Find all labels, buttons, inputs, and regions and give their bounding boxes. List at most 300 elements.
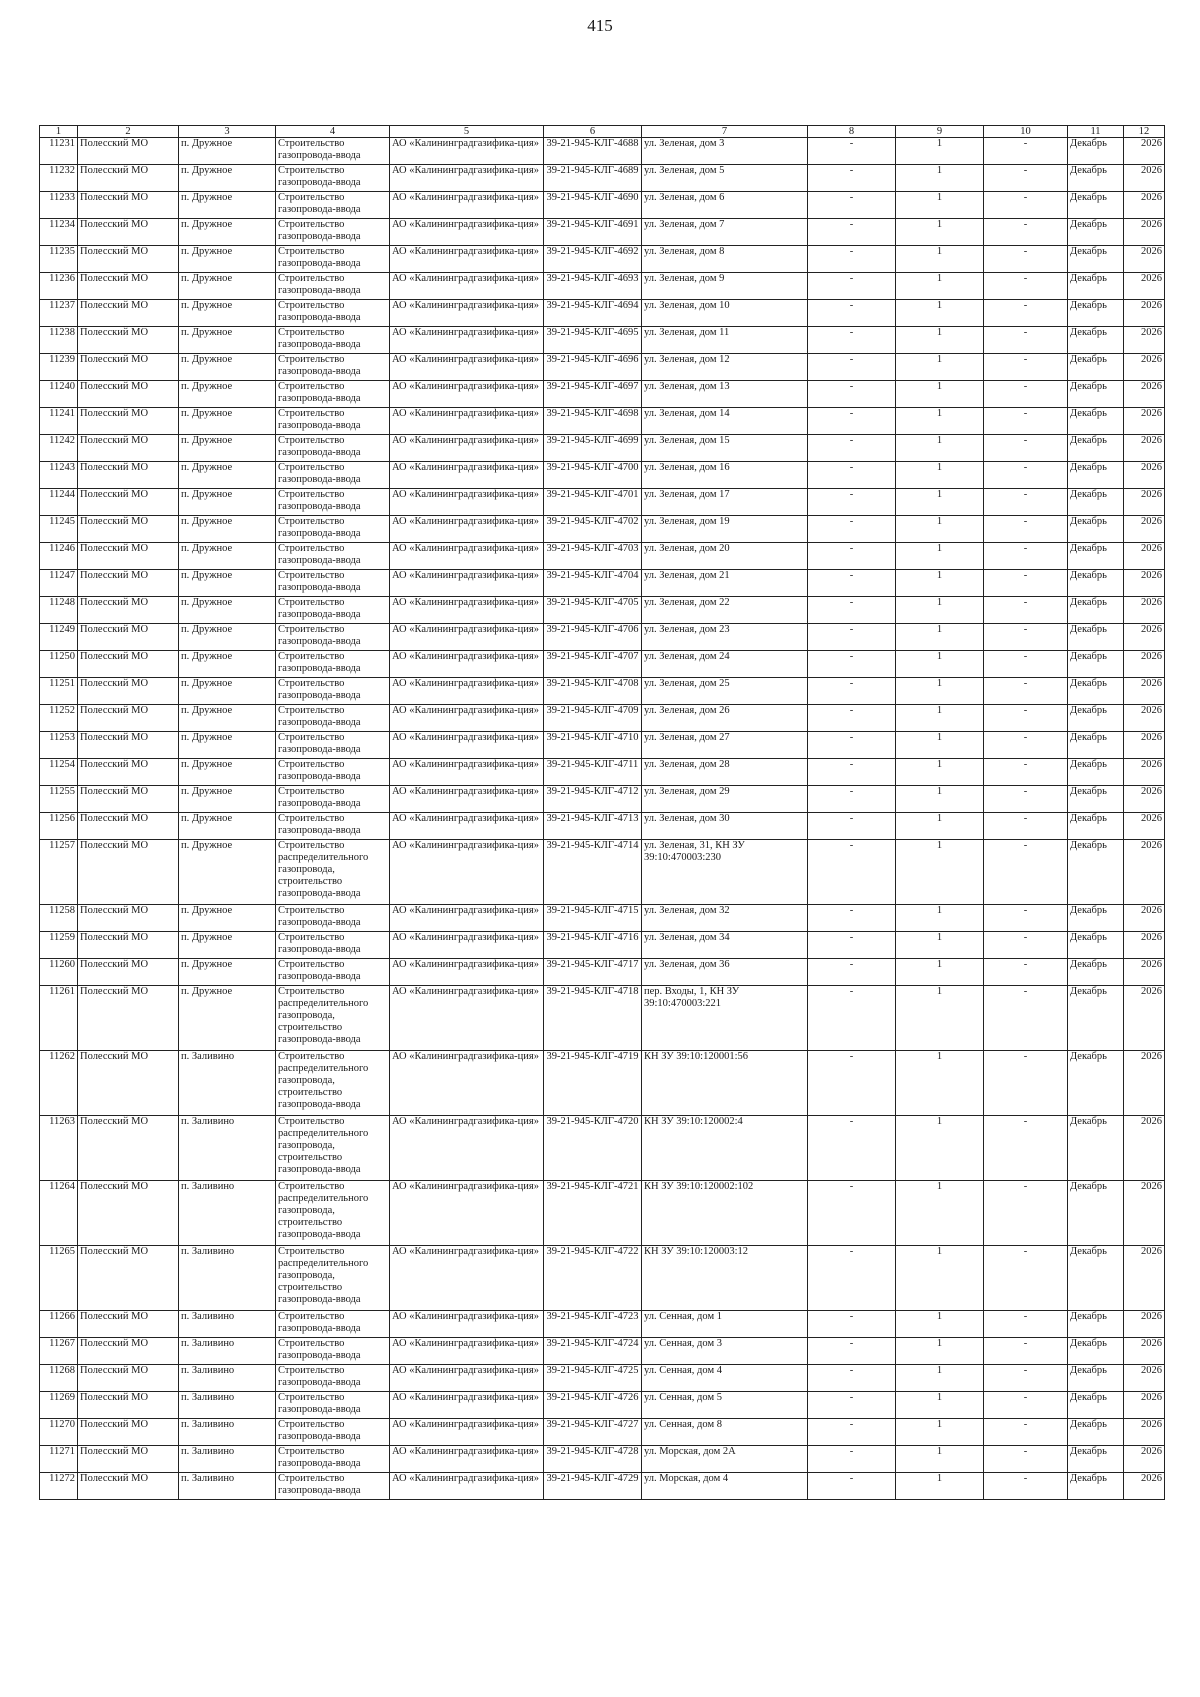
row-number-cell: 11265: [40, 1246, 78, 1311]
settlement-cell: п. Заливино: [179, 1338, 276, 1365]
municipality-cell: Полесский МО: [78, 732, 179, 759]
col10-cell: -: [984, 1181, 1068, 1246]
code-cell: 39-21-945-КЛГ-4691: [544, 219, 642, 246]
col8-cell: -: [808, 435, 896, 462]
row-number-cell: 11245: [40, 516, 78, 543]
municipality-cell: Полесский МО: [78, 905, 179, 932]
col10-cell: -: [984, 1446, 1068, 1473]
work-type-cell: Строительство газопровода-ввода: [276, 732, 390, 759]
col9-cell: 1: [896, 786, 984, 813]
work-type-cell: Строительство распределительного газопровода, строительство газопровода-ввода: [276, 986, 390, 1051]
work-type-cell: Строительство распределительного газопровода, строительство газопровода-ввода: [276, 1246, 390, 1311]
address-cell: ул. Зеленая, дом 11: [642, 327, 808, 354]
work-type-cell: Строительство газопровода-ввода: [276, 597, 390, 624]
col9-cell: 1: [896, 489, 984, 516]
settlement-cell: п. Дружное: [179, 246, 276, 273]
col10-cell: -: [984, 165, 1068, 192]
col9-cell: 1: [896, 246, 984, 273]
code-cell: 39-21-945-КЛГ-4706: [544, 624, 642, 651]
address-cell: ул. Зеленая, дом 5: [642, 165, 808, 192]
year-cell: 2026: [1124, 354, 1165, 381]
table-row: [40, 986, 1165, 1051]
work-type-cell: Строительство газопровода-ввода: [276, 759, 390, 786]
month-cell: Декабрь: [1068, 1311, 1124, 1338]
municipality-cell: Полесский МО: [78, 759, 179, 786]
organization-cell: АО «Калининградгазифика-ция»: [390, 165, 544, 192]
table-row: [40, 1446, 1165, 1473]
month-cell: Декабрь: [1068, 300, 1124, 327]
address-cell: КН ЗУ 39:10:120001:56: [642, 1051, 808, 1116]
year-cell: 2026: [1124, 1051, 1165, 1116]
municipality-cell: Полесский МО: [78, 1311, 179, 1338]
address-cell: КН ЗУ 39:10:120002:4: [642, 1116, 808, 1181]
settlement-cell: п. Дружное: [179, 905, 276, 932]
code-cell: 39-21-945-КЛГ-4693: [544, 273, 642, 300]
month-cell: Декабрь: [1068, 813, 1124, 840]
year-cell: 2026: [1124, 1473, 1165, 1500]
table-row: [40, 1311, 1165, 1338]
col8-cell: -: [808, 192, 896, 219]
year-cell: 2026: [1124, 327, 1165, 354]
col9-cell: 1: [896, 905, 984, 932]
code-cell: 39-21-945-КЛГ-4704: [544, 570, 642, 597]
col8-cell: -: [808, 273, 896, 300]
code-cell: 39-21-945-КЛГ-4728: [544, 1446, 642, 1473]
organization-cell: АО «Калининградгазифика-ция»: [390, 1392, 544, 1419]
table-row: [40, 705, 1165, 732]
year-cell: 2026: [1124, 1392, 1165, 1419]
settlement-cell: п. Дружное: [179, 543, 276, 570]
table-row: [40, 678, 1165, 705]
address-cell: КН ЗУ 39:10:120003:12: [642, 1246, 808, 1311]
municipality-cell: Полесский МО: [78, 138, 179, 165]
work-type-cell: Строительство газопровода-ввода: [276, 300, 390, 327]
table-row: [40, 543, 1165, 570]
month-cell: Декабрь: [1068, 1365, 1124, 1392]
address-cell: ул. Зеленая, дом 29: [642, 786, 808, 813]
col8-cell: -: [808, 732, 896, 759]
row-number-cell: 11263: [40, 1116, 78, 1181]
municipality-cell: Полесский МО: [78, 408, 179, 435]
col10-cell: -: [984, 905, 1068, 932]
work-type-cell: Строительство газопровода-ввода: [276, 1311, 390, 1338]
year-cell: 2026: [1124, 543, 1165, 570]
col8-cell: -: [808, 624, 896, 651]
col10-cell: -: [984, 1311, 1068, 1338]
month-cell: Декабрь: [1068, 705, 1124, 732]
month-cell: Декабрь: [1068, 1338, 1124, 1365]
col9-cell: 1: [896, 732, 984, 759]
address-cell: ул. Зеленая, дом 16: [642, 462, 808, 489]
table-row: [40, 813, 1165, 840]
address-cell: ул. Зеленая, дом 17: [642, 489, 808, 516]
municipality-cell: Полесский МО: [78, 165, 179, 192]
year-cell: 2026: [1124, 905, 1165, 932]
col8-cell: -: [808, 905, 896, 932]
col8-cell: -: [808, 1338, 896, 1365]
row-number-cell: 11256: [40, 813, 78, 840]
col8-cell: -: [808, 1181, 896, 1246]
col8-cell: -: [808, 1116, 896, 1181]
municipality-cell: Полесский МО: [78, 435, 179, 462]
col8-cell: -: [808, 408, 896, 435]
col8-cell: -: [808, 597, 896, 624]
work-type-cell: Строительство газопровода-ввода: [276, 1419, 390, 1446]
table-row: [40, 651, 1165, 678]
address-cell: ул. Зеленая, дом 15: [642, 435, 808, 462]
organization-cell: АО «Калининградгазифика-ция»: [390, 840, 544, 905]
settlement-cell: п. Дружное: [179, 813, 276, 840]
row-number-cell: 11243: [40, 462, 78, 489]
code-cell: 39-21-945-КЛГ-4701: [544, 489, 642, 516]
col10-cell: -: [984, 1365, 1068, 1392]
month-cell: Декабрь: [1068, 651, 1124, 678]
col10-cell: -: [984, 381, 1068, 408]
table-row: [40, 1365, 1165, 1392]
col9-cell: 1: [896, 435, 984, 462]
table-row: [40, 192, 1165, 219]
table-row: [40, 327, 1165, 354]
year-cell: 2026: [1124, 786, 1165, 813]
organization-cell: АО «Калининградгазифика-ция»: [390, 678, 544, 705]
col9-cell: 1: [896, 1419, 984, 1446]
municipality-cell: Полесский МО: [78, 786, 179, 813]
col10-cell: -: [984, 1419, 1068, 1446]
table-row: [40, 1246, 1165, 1311]
col9-cell: 1: [896, 354, 984, 381]
municipality-cell: Полесский МО: [78, 1181, 179, 1246]
col9-cell: 1: [896, 219, 984, 246]
row-number-cell: 11259: [40, 932, 78, 959]
year-cell: 2026: [1124, 732, 1165, 759]
col10-cell: -: [984, 705, 1068, 732]
code-cell: 39-21-945-КЛГ-4700: [544, 462, 642, 489]
month-cell: Декабрь: [1068, 959, 1124, 986]
month-cell: Декабрь: [1068, 732, 1124, 759]
row-number-cell: 11240: [40, 381, 78, 408]
month-cell: Декабрь: [1068, 1419, 1124, 1446]
work-type-cell: Строительство газопровода-ввода: [276, 327, 390, 354]
address-cell: пер. Входы, 1, КН ЗУ 39:10:470003:221: [642, 986, 808, 1051]
organization-cell: АО «Калининградгазифика-ция»: [390, 462, 544, 489]
code-cell: 39-21-945-КЛГ-4696: [544, 354, 642, 381]
year-cell: 2026: [1124, 932, 1165, 959]
organization-cell: АО «Калининградгазифика-ция»: [390, 1311, 544, 1338]
col9-cell: 1: [896, 840, 984, 905]
code-cell: 39-21-945-КЛГ-4708: [544, 678, 642, 705]
address-cell: ул. Зеленая, дом 24: [642, 651, 808, 678]
col8-cell: -: [808, 570, 896, 597]
settlement-cell: п. Дружное: [179, 381, 276, 408]
year-cell: 2026: [1124, 273, 1165, 300]
column-header: 8: [808, 126, 896, 138]
col8-cell: -: [808, 1246, 896, 1311]
table-row: [40, 300, 1165, 327]
code-cell: 39-21-945-КЛГ-4718: [544, 986, 642, 1051]
col9-cell: 1: [896, 1311, 984, 1338]
row-number-cell: 11248: [40, 597, 78, 624]
month-cell: Декабрь: [1068, 1446, 1124, 1473]
month-cell: Декабрь: [1068, 1473, 1124, 1500]
col9-cell: 1: [896, 570, 984, 597]
col9-cell: 1: [896, 381, 984, 408]
settlement-cell: п. Дружное: [179, 435, 276, 462]
col9-cell: 1: [896, 932, 984, 959]
code-cell: 39-21-945-КЛГ-4709: [544, 705, 642, 732]
col9-cell: 1: [896, 462, 984, 489]
month-cell: Декабрь: [1068, 462, 1124, 489]
address-cell: ул. Зеленая, дом 34: [642, 932, 808, 959]
work-type-cell: Строительство газопровода-ввода: [276, 1446, 390, 1473]
code-cell: 39-21-945-КЛГ-4692: [544, 246, 642, 273]
code-cell: 39-21-945-КЛГ-4725: [544, 1365, 642, 1392]
address-cell: ул. Зеленая, дом 12: [642, 354, 808, 381]
year-cell: 2026: [1124, 705, 1165, 732]
row-number-cell: 11272: [40, 1473, 78, 1500]
table-row: [40, 516, 1165, 543]
code-cell: 39-21-945-КЛГ-4688: [544, 138, 642, 165]
col10-cell: -: [984, 959, 1068, 986]
address-cell: ул. Зеленая, 31, КН ЗУ 39:10:470003:230: [642, 840, 808, 905]
settlement-cell: п. Дружное: [179, 273, 276, 300]
table-row: [40, 219, 1165, 246]
col9-cell: 1: [896, 300, 984, 327]
month-cell: Декабрь: [1068, 786, 1124, 813]
organization-cell: АО «Калининградгазифика-ция»: [390, 354, 544, 381]
col9-cell: 1: [896, 759, 984, 786]
address-cell: ул. Зеленая, дом 3: [642, 138, 808, 165]
column-header: 3: [179, 126, 276, 138]
organization-cell: АО «Калининградгазифика-ция»: [390, 246, 544, 273]
year-cell: 2026: [1124, 624, 1165, 651]
municipality-cell: Полесский МО: [78, 624, 179, 651]
col9-cell: 1: [896, 705, 984, 732]
row-number-cell: 11234: [40, 219, 78, 246]
municipality-cell: Полесский МО: [78, 1419, 179, 1446]
col8-cell: -: [808, 932, 896, 959]
work-type-cell: Строительство газопровода-ввода: [276, 959, 390, 986]
organization-cell: АО «Калининградгазифика-ция»: [390, 543, 544, 570]
row-number-cell: 11238: [40, 327, 78, 354]
table-row: [40, 570, 1165, 597]
col9-cell: 1: [896, 651, 984, 678]
col10-cell: -: [984, 1116, 1068, 1181]
col9-cell: 1: [896, 597, 984, 624]
work-type-cell: Строительство газопровода-ввода: [276, 408, 390, 435]
organization-cell: АО «Калининградгазифика-ция»: [390, 759, 544, 786]
municipality-cell: Полесский МО: [78, 986, 179, 1051]
work-type-cell: Строительство газопровода-ввода: [276, 624, 390, 651]
municipality-cell: Полесский МО: [78, 1473, 179, 1500]
month-cell: Декабрь: [1068, 435, 1124, 462]
year-cell: 2026: [1124, 381, 1165, 408]
col10-cell: -: [984, 462, 1068, 489]
address-cell: ул. Зеленая, дом 22: [642, 597, 808, 624]
organization-cell: АО «Калининградгазифика-ция»: [390, 1246, 544, 1311]
organization-cell: АО «Калининградгазифика-ция»: [390, 435, 544, 462]
settlement-cell: п. Дружное: [179, 408, 276, 435]
municipality-cell: Полесский МО: [78, 597, 179, 624]
col10-cell: -: [984, 678, 1068, 705]
work-type-cell: Строительство газопровода-ввода: [276, 543, 390, 570]
table-row: [40, 932, 1165, 959]
month-cell: Декабрь: [1068, 165, 1124, 192]
col10-cell: -: [984, 786, 1068, 813]
organization-cell: АО «Калининградгазифика-ция»: [390, 813, 544, 840]
year-cell: 2026: [1124, 570, 1165, 597]
settlement-cell: п. Заливино: [179, 1419, 276, 1446]
col10-cell: -: [984, 570, 1068, 597]
settlement-cell: п. Дружное: [179, 651, 276, 678]
year-cell: 2026: [1124, 1446, 1165, 1473]
col10-cell: -: [984, 932, 1068, 959]
month-cell: Декабрь: [1068, 381, 1124, 408]
row-number-cell: 11241: [40, 408, 78, 435]
col9-cell: 1: [896, 1181, 984, 1246]
row-number-cell: 11239: [40, 354, 78, 381]
year-cell: 2026: [1124, 597, 1165, 624]
address-cell: ул. Зеленая, дом 32: [642, 905, 808, 932]
row-number-cell: 11262: [40, 1051, 78, 1116]
address-cell: ул. Морская, дом 2А: [642, 1446, 808, 1473]
col8-cell: -: [808, 138, 896, 165]
settlement-cell: п. Заливино: [179, 1051, 276, 1116]
organization-cell: АО «Калининградгазифика-ция»: [390, 516, 544, 543]
col10-cell: -: [984, 732, 1068, 759]
code-cell: 39-21-945-КЛГ-4699: [544, 435, 642, 462]
col9-cell: 1: [896, 273, 984, 300]
col10-cell: -: [984, 1473, 1068, 1500]
row-number-cell: 11271: [40, 1446, 78, 1473]
column-header: 2: [78, 126, 179, 138]
work-type-cell: Строительство газопровода-ввода: [276, 219, 390, 246]
organization-cell: АО «Калининградгазифика-ция»: [390, 138, 544, 165]
settlement-cell: п. Дружное: [179, 705, 276, 732]
code-cell: 39-21-945-КЛГ-4711: [544, 759, 642, 786]
col8-cell: -: [808, 1446, 896, 1473]
settlement-cell: п. Дружное: [179, 624, 276, 651]
work-type-cell: Строительство распределительного газопровода, строительство газопровода-ввода: [276, 840, 390, 905]
year-cell: 2026: [1124, 435, 1165, 462]
month-cell: Декабрь: [1068, 597, 1124, 624]
month-cell: Декабрь: [1068, 570, 1124, 597]
address-cell: ул. Зеленая, дом 9: [642, 273, 808, 300]
col8-cell: -: [808, 165, 896, 192]
settlement-cell: п. Дружное: [179, 327, 276, 354]
work-type-cell: Строительство газопровода-ввода: [276, 138, 390, 165]
col9-cell: 1: [896, 165, 984, 192]
municipality-cell: Полесский МО: [78, 840, 179, 905]
year-cell: 2026: [1124, 1338, 1165, 1365]
organization-cell: АО «Калининградгазифика-ция»: [390, 192, 544, 219]
table-row: [40, 1473, 1165, 1500]
organization-cell: АО «Калининградгазифика-ция»: [390, 273, 544, 300]
row-number-cell: 11257: [40, 840, 78, 905]
month-cell: Декабрь: [1068, 327, 1124, 354]
municipality-cell: Полесский МО: [78, 1051, 179, 1116]
month-cell: Декабрь: [1068, 246, 1124, 273]
table-row: [40, 435, 1165, 462]
row-number-cell: 11270: [40, 1419, 78, 1446]
municipality-cell: Полесский МО: [78, 543, 179, 570]
col8-cell: -: [808, 462, 896, 489]
column-header: 1: [40, 126, 78, 138]
organization-cell: АО «Калининградгазифика-ция»: [390, 327, 544, 354]
row-number-cell: 11244: [40, 489, 78, 516]
row-number-cell: 11266: [40, 1311, 78, 1338]
column-header: 12: [1124, 126, 1165, 138]
column-header: 9: [896, 126, 984, 138]
settlement-cell: п. Дружное: [179, 219, 276, 246]
organization-cell: АО «Калининградгазифика-ция»: [390, 300, 544, 327]
settlement-cell: п. Заливино: [179, 1311, 276, 1338]
address-cell: ул. Зеленая, дом 14: [642, 408, 808, 435]
settlement-cell: п. Дружное: [179, 732, 276, 759]
table-row: [40, 624, 1165, 651]
col8-cell: -: [808, 327, 896, 354]
work-type-cell: Строительство распределительного газопровода, строительство газопровода-ввода: [276, 1051, 390, 1116]
row-number-cell: 11235: [40, 246, 78, 273]
work-type-cell: Строительство газопровода-ввода: [276, 932, 390, 959]
organization-cell: АО «Калининградгазифика-ция»: [390, 381, 544, 408]
organization-cell: АО «Калининградгазифика-ция»: [390, 1365, 544, 1392]
month-cell: Декабрь: [1068, 543, 1124, 570]
col8-cell: -: [808, 840, 896, 905]
table-row: [40, 759, 1165, 786]
col8-cell: -: [808, 246, 896, 273]
col9-cell: 1: [896, 1446, 984, 1473]
address-cell: ул. Зеленая, дом 20: [642, 543, 808, 570]
col8-cell: -: [808, 354, 896, 381]
month-cell: Декабрь: [1068, 759, 1124, 786]
col10-cell: -: [984, 246, 1068, 273]
municipality-cell: Полесский МО: [78, 813, 179, 840]
code-cell: 39-21-945-КЛГ-4721: [544, 1181, 642, 1246]
year-cell: 2026: [1124, 192, 1165, 219]
year-cell: 2026: [1124, 219, 1165, 246]
year-cell: 2026: [1124, 678, 1165, 705]
month-cell: Декабрь: [1068, 932, 1124, 959]
col9-cell: 1: [896, 959, 984, 986]
col10-cell: -: [984, 597, 1068, 624]
address-cell: ул. Зеленая, дом 28: [642, 759, 808, 786]
col10-cell: -: [984, 300, 1068, 327]
organization-cell: АО «Калининградгазифика-ция»: [390, 597, 544, 624]
table-body: [40, 138, 1165, 1500]
code-cell: 39-21-945-КЛГ-4726: [544, 1392, 642, 1419]
address-cell: ул. Зеленая, дом 26: [642, 705, 808, 732]
table-row: [40, 462, 1165, 489]
settlement-cell: п. Дружное: [179, 959, 276, 986]
table-row: [40, 408, 1165, 435]
address-cell: ул. Зеленая, дом 30: [642, 813, 808, 840]
month-cell: Декабрь: [1068, 273, 1124, 300]
row-number-cell: 11269: [40, 1392, 78, 1419]
col8-cell: -: [808, 489, 896, 516]
col10-cell: -: [984, 435, 1068, 462]
settlement-cell: п. Дружное: [179, 759, 276, 786]
address-cell: ул. Зеленая, дом 7: [642, 219, 808, 246]
row-number-cell: 11258: [40, 905, 78, 932]
col8-cell: -: [808, 959, 896, 986]
settlement-cell: п. Дружное: [179, 570, 276, 597]
year-cell: 2026: [1124, 986, 1165, 1051]
year-cell: 2026: [1124, 1419, 1165, 1446]
code-cell: 39-21-945-КЛГ-4710: [544, 732, 642, 759]
organization-cell: АО «Калининградгазифика-ция»: [390, 732, 544, 759]
month-cell: Декабрь: [1068, 840, 1124, 905]
month-cell: Декабрь: [1068, 1116, 1124, 1181]
